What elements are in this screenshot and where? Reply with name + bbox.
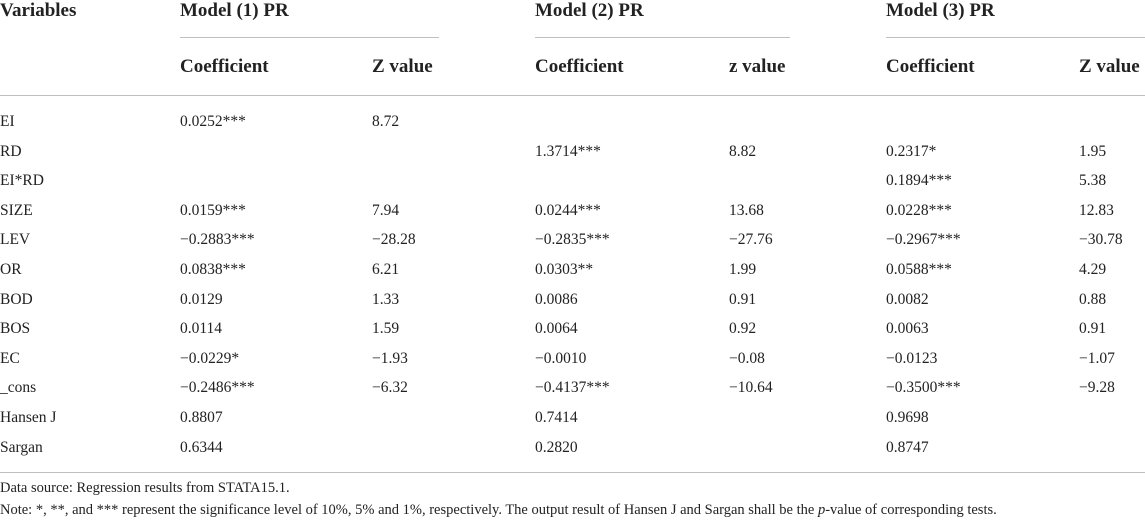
table-cell-c1: 0.0838*** — [180, 261, 246, 278]
model-3-z-header: Z value — [1079, 56, 1140, 77]
table-cell-c3: −0.3500*** — [886, 379, 961, 397]
table-bottom-rule — [0, 472, 1145, 473]
row-variable-label: OR — [0, 261, 22, 278]
row-variable-label: SIZE — [0, 201, 33, 219]
table-cell-c2: 1.3714*** — [535, 142, 601, 160]
variables-header: Variables — [0, 0, 77, 21]
row-variable-label: LEV — [0, 231, 31, 249]
table-cell-c1: 0.0129 — [180, 290, 223, 308]
table-cell-z2: 13.68 — [729, 201, 764, 219]
table-cell-z3: 12.83 — [1079, 201, 1114, 219]
row-variable-label: BOS — [0, 320, 31, 338]
significance-note-text: Note: *, **, and *** represent the significance level of 10%, 5% and 1%, respectively. The output result of Hansen J and Sargan shall be the — [0, 502, 818, 518]
table-cell-c2: 0.7414 — [535, 409, 578, 426]
data-source-note: Data source: Regression results from STATA15.1. — [0, 480, 290, 496]
header-bottom-rule — [0, 95, 1145, 96]
model-1-z-header: Z value — [372, 56, 433, 77]
table-cell-c1: −0.0229* — [180, 349, 240, 367]
table-cell-z1: −28.28 — [372, 231, 416, 249]
significance-note-tail: -value of corresponding tests. — [825, 502, 997, 518]
model-3-title: Model (3) PR — [886, 0, 995, 21]
table-cell-c3: −0.0123 — [886, 349, 938, 367]
row-variable-label: Hansen J — [0, 409, 57, 426]
table-cell-z2: 1.99 — [729, 261, 757, 278]
table-cell-c1: 0.6344 — [180, 438, 223, 456]
table-cell-c1: −0.2486*** — [180, 379, 255, 397]
table-cell-c2: 0.0244*** — [535, 201, 601, 219]
table-cell-z1: −6.32 — [372, 379, 408, 397]
significance-note — [0, 502, 997, 519]
table-cell-z1: 8.72 — [372, 113, 400, 130]
table-cell-z2: 0.92 — [729, 320, 757, 338]
model-2-coef-header: Coefficient — [535, 56, 624, 77]
model-1-title: Model (1) PR — [180, 0, 289, 21]
table-cell-z1: 1.33 — [372, 290, 400, 308]
table-cell-c2: −0.0010 — [535, 349, 587, 367]
row-variable-label: RD — [0, 142, 22, 160]
table-cell-z2: −10.64 — [729, 379, 773, 397]
table-cell-z3: 0.91 — [1079, 320, 1107, 338]
table-cell-z1: −1.93 — [372, 349, 408, 367]
significance-note-italic: p — [817, 502, 826, 518]
table-cell-z2: −0.08 — [729, 349, 765, 367]
table-cell-c1: 0.0114 — [180, 320, 223, 338]
table-cell-c3: 0.9698 — [886, 409, 929, 426]
table-cell-c1: −0.2883*** — [180, 231, 255, 249]
table-cell-z2: 8.82 — [729, 142, 757, 160]
model-1-span-rule — [180, 37, 439, 38]
table-cell-z2: −27.76 — [729, 231, 773, 249]
model-1-coef-header: Coefficient — [180, 56, 269, 77]
table-cell-z1: 1.59 — [372, 320, 400, 338]
model-2-span-rule — [535, 37, 790, 38]
table-cell-c3: 0.1894*** — [886, 172, 952, 190]
table-cell-c3: 0.0228*** — [886, 201, 952, 219]
table-cell-z3: 5.38 — [1079, 172, 1107, 190]
table-cell-z3: −9.28 — [1079, 379, 1115, 397]
table-cell-z2: 0.91 — [729, 290, 757, 308]
row-variable-label: Sargan — [0, 438, 43, 456]
table-cell-z3: −1.07 — [1079, 349, 1115, 367]
table-cell-c2: 0.2820 — [535, 438, 578, 456]
table-cell-c2: 0.0064 — [535, 320, 578, 338]
model-3-span-rule — [886, 37, 1145, 38]
model-2-title: Model (2) PR — [535, 0, 644, 21]
row-variable-label: _cons — [0, 379, 37, 397]
table-cell-c3: −0.2967*** — [886, 231, 961, 249]
table-cell-c3: 0.0063 — [886, 320, 929, 338]
model-3-coef-header: Coefficient — [886, 56, 975, 77]
table-cell-c3: 0.0588*** — [886, 261, 952, 278]
row-variable-label: EI — [0, 113, 15, 130]
table-cell-c2: −0.4137*** — [535, 379, 610, 397]
table-cell-z1: 7.94 — [372, 201, 400, 219]
table-cell-c1: 0.8807 — [180, 409, 223, 426]
row-variable-label: BOD — [0, 290, 33, 308]
table-cell-c2: 0.0303** — [535, 261, 594, 278]
table-cell-z3: 4.29 — [1079, 261, 1107, 278]
table-cell-c1: 0.0252*** — [180, 113, 246, 130]
row-variable-label: EI*RD — [0, 172, 44, 190]
table-cell-c2: −0.2835*** — [535, 231, 610, 249]
table-cell-c3: 0.8747 — [886, 438, 929, 456]
model-2-z-header: z value — [729, 56, 786, 77]
table-cell-z1: 6.21 — [372, 261, 400, 278]
row-variable-label: EC — [0, 349, 20, 367]
table-cell-c3: 0.0082 — [886, 290, 929, 308]
table-cell-z3: −30.78 — [1079, 231, 1123, 249]
table-cell-c1: 0.0159*** — [180, 201, 246, 219]
table-cell-z3: 0.88 — [1079, 290, 1107, 308]
table-cell-z3: 1.95 — [1079, 142, 1107, 160]
table-cell-c2: 0.0086 — [535, 290, 578, 308]
table-cell-c3: 0.2317* — [886, 142, 937, 160]
